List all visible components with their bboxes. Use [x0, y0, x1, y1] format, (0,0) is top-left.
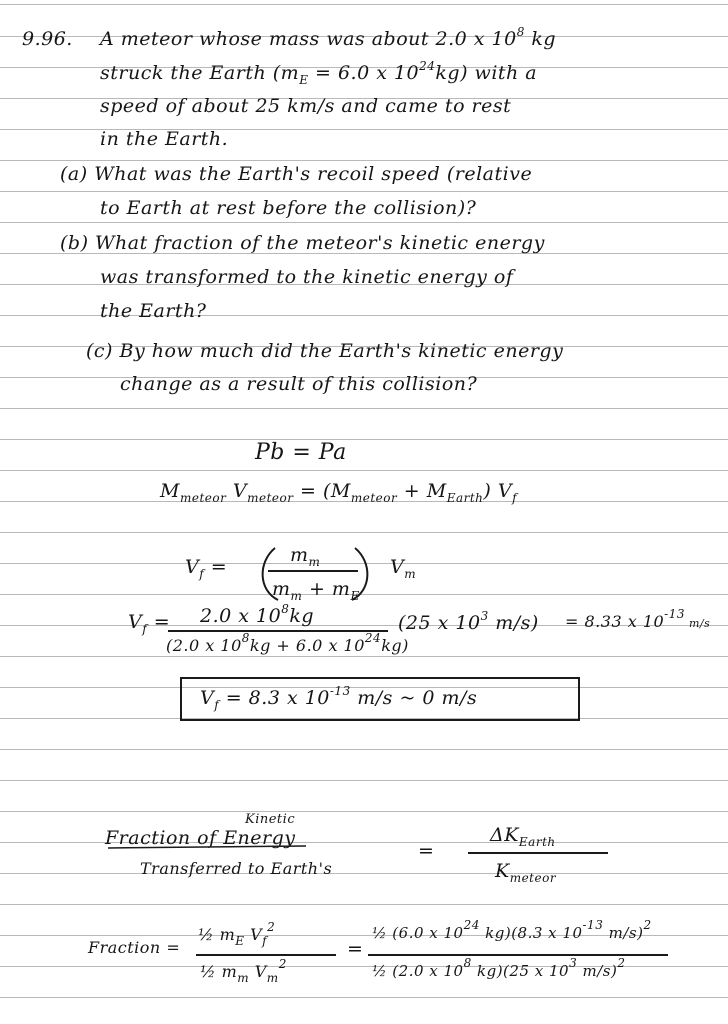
- momentum-left-sub: meteor: [179, 491, 227, 505]
- part-c-line-1: (c) By how much did the Earth's kinetic energy: [86, 340, 564, 362]
- vf-den: m: [272, 578, 291, 600]
- calc-result-text: = 8.33 x 10: [565, 612, 665, 631]
- frac2-lhs: Fraction =: [88, 938, 181, 957]
- problem-line-2-b: = 6.0 x 10: [308, 62, 420, 84]
- answer-v: V: [200, 687, 215, 709]
- calc-den-b: kg + 6.0 x 10: [249, 636, 365, 655]
- fraction-label-3: Transferred to Earth's: [140, 859, 333, 878]
- problem-line-1-exp: 8: [516, 25, 525, 39]
- vf-den-b: + m: [302, 578, 351, 600]
- frac2-num: ½ m: [198, 925, 236, 944]
- vf-factor: V: [390, 556, 405, 578]
- calc-den-exp-1: 8: [241, 631, 250, 645]
- fraction-underline: [108, 846, 306, 848]
- calc-speed-exp: 3: [480, 609, 489, 623]
- problem-number: 9.96.: [22, 28, 73, 50]
- momentum-right-sub-1: meteor: [350, 491, 398, 505]
- answer-b: = 8.3 x 10: [219, 687, 330, 709]
- frac2-num-val-exp-1: 24: [463, 918, 480, 932]
- frac2-den: ½ m: [200, 962, 238, 981]
- calc-speed-text: (25 x 10: [398, 612, 481, 634]
- frac2-num-val: ½ (6.0 x 10: [372, 924, 464, 942]
- vf-lhs-sub: f: [199, 567, 205, 581]
- frac2-num-val-b: kg)(8.3 x 10: [479, 924, 583, 942]
- fraction-rhs-num: ΔK: [490, 824, 519, 846]
- answer-exp: -13: [329, 684, 351, 698]
- vf-num: m: [290, 544, 309, 566]
- problem-line-1-unit: kg: [531, 28, 557, 50]
- frac2-num-sub2: f: [262, 934, 268, 948]
- fraction-rhs-num-sub: Earth: [518, 835, 556, 849]
- problem-line-2-sub: E: [299, 73, 309, 87]
- calc-num-exp: 8: [281, 602, 290, 616]
- frac2-den-val-exp-1: 8: [463, 956, 472, 970]
- part-b-line-1: (b) What fraction of the meteor's kinetic energy: [60, 232, 545, 254]
- momentum-right-c: ) V: [483, 480, 513, 502]
- fraction-label-1-text: Fraction of: [105, 827, 217, 849]
- calc-den-exp-2: 24: [364, 631, 382, 645]
- part-c-line-2: change as a result of this collision?: [120, 373, 478, 395]
- problem-line-1-text: A meteor whose mass was about 2.0 x 10: [100, 28, 517, 50]
- frac2-eq: =: [347, 938, 364, 960]
- vf-factor-sub: m: [404, 567, 417, 581]
- vf-lhs: V: [185, 556, 200, 578]
- calc-den: (2.0 x 10: [166, 636, 242, 655]
- momentum-right: = (M: [293, 480, 351, 502]
- part-a-line-1: (a) What was the Earth's recoil speed (relative: [60, 163, 533, 185]
- calc-num-unit: kg: [289, 605, 315, 627]
- calc-den-c: kg): [381, 636, 409, 655]
- problem-line-2-exp: 24: [419, 59, 436, 73]
- part-b-line-3: the Earth?: [100, 300, 207, 322]
- vf-num-sub: m: [308, 555, 321, 569]
- frac2-den-sub: m: [237, 971, 250, 985]
- answer-c: m/s ~ 0 m/s: [350, 687, 478, 709]
- part-a-line-2: to Earth at rest before the collision)?: [100, 197, 477, 219]
- momentum-right-b: + M: [397, 480, 447, 502]
- frac2-den-val-exp-3: 2: [617, 956, 626, 970]
- answer-sub: f: [214, 698, 220, 712]
- calc-result-unit: m/s: [685, 617, 711, 630]
- problem-line-2-text: struck the Earth (m: [100, 62, 300, 84]
- calc-lhs-v: V: [128, 611, 143, 633]
- frac2-den-exp: 2: [278, 957, 287, 971]
- frac2-den-val-c: m/s): [577, 962, 618, 980]
- frac2-num-val-c: m/s): [603, 924, 644, 942]
- vf-eq: =: [204, 556, 228, 578]
- frac2-num-b: V: [244, 925, 263, 944]
- calc-eq: =: [147, 611, 171, 633]
- momentum-right-sub-3: f: [512, 491, 518, 505]
- vf-close-paren: [352, 548, 367, 600]
- frac2-den-val-exp-2: 3: [569, 956, 578, 970]
- vf-den-sub-1: m: [290, 589, 303, 603]
- momentum-right-sub-2: Earth: [446, 491, 484, 505]
- momentum-equation: Pb = Pa: [255, 440, 347, 465]
- fraction-rhs-den: K: [495, 860, 510, 882]
- fraction-label-kinetic: Kinetic: [245, 812, 296, 827]
- problem-line-4: in the Earth.: [100, 128, 229, 150]
- frac2-den-val-b: kg)(25 x 10: [471, 962, 570, 980]
- fraction-rhs-eq: =: [418, 840, 435, 862]
- frac2-num-val-exp-2: -13: [582, 918, 604, 932]
- frac2-den-b: V: [249, 962, 267, 981]
- calc-speed-unit: m/s): [488, 612, 539, 634]
- frac2-den-val: ½ (2.0 x 10: [372, 962, 464, 980]
- momentum-v-sub: meteor: [247, 491, 294, 505]
- part-b-line-2: was transformed to the kinetic energy of: [100, 266, 514, 288]
- vf-open-paren: [263, 548, 278, 600]
- frac2-den-sub2: m: [266, 971, 279, 985]
- frac2-num-sub: E: [235, 934, 245, 948]
- calc-result-exp: -13: [664, 607, 685, 621]
- problem-line-3: speed of about 25 km/s and came to rest: [100, 95, 512, 117]
- calc-lhs-sub: f: [142, 622, 148, 636]
- frac2-num-val-exp-3: 2: [643, 918, 652, 932]
- fraction-label-2-text: Energy: [223, 827, 296, 849]
- calc-num: 2.0 x 10: [200, 605, 282, 627]
- problem-line-2-c: kg) with a: [435, 62, 538, 84]
- vf-den-sub-2: E: [350, 589, 360, 603]
- momentum-left: M: [160, 480, 180, 502]
- momentum-v: V: [226, 480, 248, 502]
- fraction-rhs-den-sub: meteor: [509, 871, 557, 885]
- frac2-num-exp: 2: [267, 920, 276, 934]
